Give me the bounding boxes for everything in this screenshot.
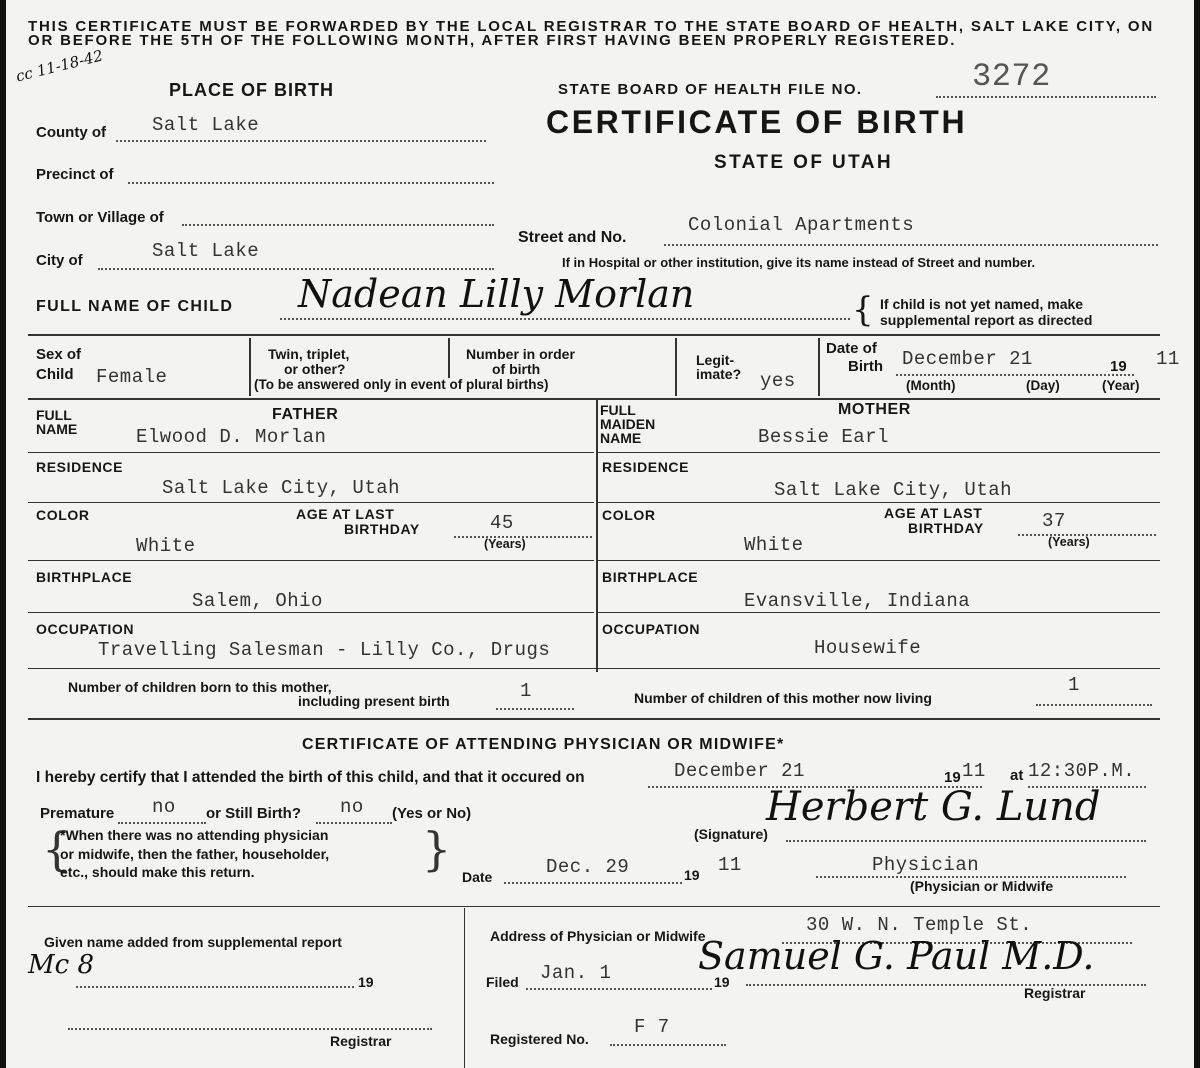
county-line xyxy=(116,140,486,142)
supplemental-note: Mc 8 xyxy=(28,950,94,980)
father-birthplace: Salem, Ohio xyxy=(192,590,323,612)
mother-birthplace-line xyxy=(598,612,1160,613)
mother-years-label: (Years) xyxy=(1048,535,1090,549)
physician-address: 30 W. N. Temple St. xyxy=(806,914,1033,936)
filed-label: Filed xyxy=(486,974,519,990)
father-heading: FATHER xyxy=(272,406,339,423)
filed-year-prefix: 19 xyxy=(714,974,730,990)
order-label-2: of birth xyxy=(492,361,541,377)
order-label-1: Number in order xyxy=(466,346,575,362)
plural-note: (To be answered only in event of plural births) xyxy=(254,377,549,392)
city-line xyxy=(98,268,494,270)
supplemental-registrar-line xyxy=(68,1028,432,1030)
street-label: Street and No. xyxy=(518,229,627,246)
father-color: White xyxy=(136,535,196,557)
registered-label: Registered No. xyxy=(490,1031,589,1047)
father-full-label-2: NAME xyxy=(36,421,78,437)
still-birth-label: or Still Birth? xyxy=(206,805,301,822)
children-born-label-1: Number of children born to this mother, xyxy=(68,679,332,695)
children-living: 1 xyxy=(1068,674,1080,696)
town-label: Town or Village of xyxy=(36,209,164,226)
street-line xyxy=(664,244,1158,246)
father-birthplace-label: BIRTHPLACE xyxy=(36,569,133,585)
still-birth-value: no xyxy=(340,796,364,818)
county-label: County of xyxy=(36,124,106,141)
certify-year-prefix: 19 xyxy=(944,769,961,786)
filed-line xyxy=(526,988,712,990)
mother-name-line xyxy=(598,452,1160,453)
certificate-subtitle: STATE OF UTAH xyxy=(714,152,893,173)
certify-date: December 21 xyxy=(674,760,805,782)
legit-label-2: imate? xyxy=(696,366,742,382)
mother-birthplace-label: BIRTHPLACE xyxy=(602,569,699,585)
mother-birthplace: Evansville, Indiana xyxy=(744,590,971,612)
sex-label-2: Child xyxy=(36,366,74,383)
mother-age: 37 xyxy=(1042,510,1066,532)
child-name-line xyxy=(280,318,850,320)
dob-year-prefix: 19 xyxy=(1110,358,1127,375)
sex-value: Female xyxy=(96,366,168,388)
date-year: 11 xyxy=(718,854,742,876)
file-number-line xyxy=(936,96,1156,98)
city-value: Salt Lake xyxy=(152,240,260,262)
dob-label-1: Date of xyxy=(826,340,877,357)
mother-name: Bessie Earl xyxy=(758,426,889,448)
at-label: at xyxy=(1010,767,1024,784)
date-year-prefix: 19 xyxy=(684,867,700,883)
registrar-signature: Samuel G. Paul M.D. xyxy=(698,934,1095,978)
col-div-3 xyxy=(675,338,677,396)
mother-full-label-2: MAIDEN xyxy=(600,416,656,432)
premature-label: Premature xyxy=(40,805,115,822)
physician-signature: Herbert G. Lund xyxy=(766,784,1101,830)
note-brace-right: } xyxy=(422,822,452,876)
father-residence: Salt Lake City, Utah xyxy=(162,477,401,499)
note-line-3: etc., should make this return. xyxy=(60,864,255,880)
place-of-birth-heading: PLACE OF BIRTH xyxy=(169,80,334,100)
physician-title-value: Physician xyxy=(872,854,980,876)
mother-age-label-2: BIRTHDAY xyxy=(908,520,984,536)
mother-residence-label: RESIDENCE xyxy=(602,459,690,475)
note-brace-left: { xyxy=(42,822,72,876)
col-div-4 xyxy=(818,338,820,396)
certify-year: 11 xyxy=(962,760,986,782)
mother-occupation: Housewife xyxy=(814,637,922,659)
supplemental-registrar-label: Registrar xyxy=(330,1033,392,1049)
supplemental-label: Given name added from supplemental report xyxy=(44,934,342,950)
header-notice: THIS CERTIFICATE MUST BE FORWARDED BY THE LOCAL REGISTRAR TO THE STATE BOARD OF HEALTH, SALT LAKE CITY, ON OR BEFORE THE 5TH OF THE FOLLOWING MONTH, AFTER FIRST HAVING BEEN PROPERLY REGISTERED. xyxy=(28,18,1154,49)
certificate-title: CERTIFICATE OF BIRTH xyxy=(546,104,968,140)
physician-title-label: (Physician or Midwife xyxy=(910,878,1054,894)
signature-label: (Signature) xyxy=(694,826,768,842)
sex-label-1: Sex of xyxy=(36,346,82,363)
father-occupation-label: OCCUPATION xyxy=(36,621,135,637)
father-color-line xyxy=(28,560,594,561)
brace-glyph: { xyxy=(852,290,874,330)
year-label: (Year) xyxy=(1102,378,1140,393)
col-div-1 xyxy=(249,338,251,396)
twin-label-1: Twin, triplet, xyxy=(268,346,350,362)
cert-date: Dec. 29 xyxy=(546,856,630,878)
children-living-line xyxy=(1036,704,1152,706)
mother-color-line xyxy=(598,560,1160,561)
date-line xyxy=(504,882,682,884)
note-line-2: or midwife, then the father, householder, xyxy=(60,846,330,862)
physician-heading: CERTIFICATE OF ATTENDING PHYSICIAN OR MIDWIFE* xyxy=(302,736,785,753)
father-age-label-2: BIRTHDAY xyxy=(344,521,420,537)
address-label: Address of Physician or Midwife xyxy=(490,928,706,944)
father-residence-label: RESIDENCE xyxy=(36,459,124,475)
rule-4 xyxy=(28,718,1160,720)
center-divider xyxy=(596,400,598,672)
precinct-line xyxy=(128,182,494,184)
day-label: (Day) xyxy=(1026,378,1060,393)
mother-age-label-1: AGE AT LAST xyxy=(884,505,983,521)
date-label: Date xyxy=(462,869,493,885)
father-name-line xyxy=(28,452,594,453)
file-number: 3272 xyxy=(972,58,1051,95)
mother-residence-line xyxy=(598,502,1160,503)
file-number-label: STATE BOARD OF HEALTH FILE NO. xyxy=(558,81,863,98)
legit-label-1: Legit- xyxy=(696,352,735,368)
registered-line xyxy=(610,1044,726,1046)
father-residence-line xyxy=(28,502,594,503)
mother-occupation-label: OCCUPATION xyxy=(602,621,701,637)
mother-color-label: COLOR xyxy=(602,507,656,523)
child-name-label: FULL NAME OF CHILD xyxy=(36,298,234,315)
dob-label-2: Birth xyxy=(848,358,883,375)
note-line-1: *When there was no attending physician xyxy=(60,827,329,843)
rule-1 xyxy=(28,334,1160,336)
filed-date: Jan. 1 xyxy=(540,962,612,984)
county-value: Salt Lake xyxy=(152,114,260,136)
registrar-label: Registrar xyxy=(1024,985,1086,1001)
signature-line xyxy=(786,840,1146,842)
supplemental-line xyxy=(76,986,354,988)
city-label: City of xyxy=(36,252,83,269)
town-line xyxy=(182,224,494,226)
father-occupation: Travelling Salesman - Lilly Co., Drugs xyxy=(98,639,551,661)
rule-2 xyxy=(28,398,1160,400)
father-years-label: (Years) xyxy=(484,537,526,551)
still-birth-line xyxy=(316,822,392,824)
children-born-label-2: including present birth xyxy=(298,693,450,709)
dob-date: December 21 xyxy=(902,348,1033,370)
mother-residence: Salt Lake City, Utah xyxy=(774,479,1013,501)
unnamed-note-1: If child is not yet named, make xyxy=(880,296,1084,312)
father-age: 45 xyxy=(490,512,514,534)
supplemental-year-prefix: 19 xyxy=(358,974,374,990)
rule-3 xyxy=(28,668,1160,669)
premature-line xyxy=(118,822,206,824)
month-label: (Month) xyxy=(906,378,956,393)
dob-line xyxy=(896,374,1134,376)
children-born-line xyxy=(496,708,574,710)
rule-5 xyxy=(28,906,1160,907)
dob-year: 11 xyxy=(1156,348,1180,370)
mother-full-label-1: FULL xyxy=(600,402,636,418)
certify-time: 12:30P.M. xyxy=(1028,760,1136,782)
street-value: Colonial Apartments xyxy=(688,214,915,236)
mother-heading: MOTHER xyxy=(838,401,911,418)
mother-color: White xyxy=(744,534,804,556)
bottom-divider xyxy=(464,908,465,1068)
father-name: Elwood D. Morlan xyxy=(136,426,327,448)
twin-label-2: or other? xyxy=(284,361,346,377)
registered-number: F 7 xyxy=(634,1016,670,1038)
legitimate-value: yes xyxy=(760,370,796,392)
precinct-label: Precinct of xyxy=(36,166,114,183)
certify-label: I hereby certify that I attended the birth of this child, and that it occured on xyxy=(36,769,585,786)
children-born: 1 xyxy=(520,680,532,702)
birth-certificate xyxy=(6,0,1194,1068)
hospital-note: If in Hospital or other institution, give its name instead of Street and number. xyxy=(562,255,1036,270)
father-color-label: COLOR xyxy=(36,507,90,523)
premature-value: no xyxy=(152,796,176,818)
child-name-value: Nadean Lilly Morlan xyxy=(298,272,695,316)
margin-note: cc 11-18-42 xyxy=(14,46,105,86)
unnamed-note-2: supplemental report as directed xyxy=(880,312,1093,328)
yes-no-label: (Yes or No) xyxy=(392,805,472,822)
col-div-2 xyxy=(448,338,450,378)
mother-full-label-3: NAME xyxy=(600,430,642,446)
father-full-label-1: FULL xyxy=(36,407,72,423)
father-birthplace-line xyxy=(28,612,594,613)
father-age-label-1: AGE AT LAST xyxy=(296,506,395,522)
children-living-label: Number of children of this mother now living xyxy=(634,690,932,706)
registrar-line xyxy=(746,984,1146,986)
